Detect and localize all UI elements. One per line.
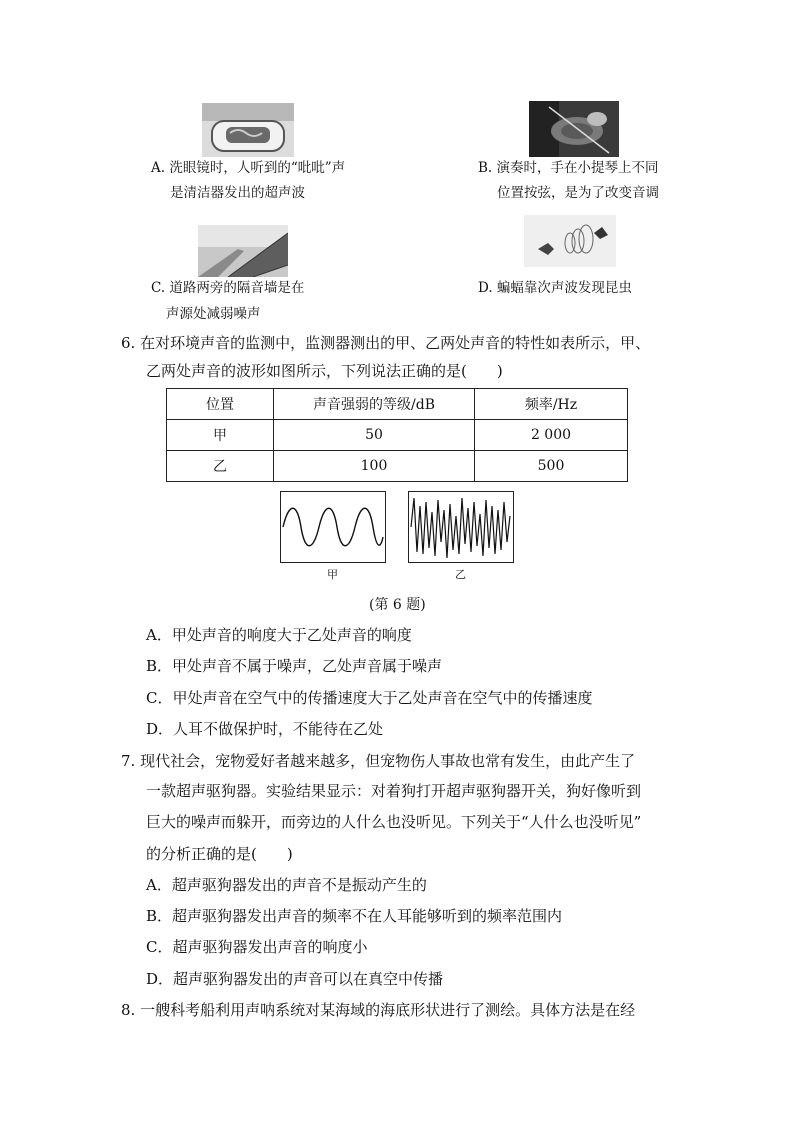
q7-line1: 7. 现代社会，宠物爱好者越来越多，但宠物伤人事故也常有发生，由此产生了 [121, 752, 636, 770]
q6-option-d: D．人耳不做保护时，不能待在乙处 [146, 720, 384, 738]
q7-option-d: D．超声驱狗器发出的声音可以在真空中传播 [146, 970, 444, 988]
q7-line2: 一款超声驱狗器。实验结果显示：对着狗打开超声驱狗器开关，狗好像听到 [146, 782, 642, 800]
table-header-cell: 声音强弱的等级/dB [274, 389, 475, 420]
table-row [167, 420, 628, 451]
waveform-jia-label: 甲 [327, 568, 338, 581]
table-cell: 50 [274, 420, 475, 451]
table-cell: 500 [475, 451, 628, 482]
waveform-yi-label: 乙 [455, 568, 466, 581]
table-cell: 乙 [167, 451, 274, 482]
table-header-cell: 频率/Hz [475, 389, 628, 420]
q6-option-c: C．甲处声音在空气中的传播速度大于乙处声音在空气中的传播速度 [146, 689, 593, 707]
sound-barrier-photo [198, 225, 288, 277]
q6-line2: 乙两处声音的波形如图所示，下列说法正确的是( ) [146, 362, 503, 380]
table-header-row [167, 389, 628, 420]
q7-line4: 的分析正确的是( ) [146, 845, 293, 863]
q6-option-a: A．甲处声音的响度大于乙处声音的响度 [146, 626, 412, 644]
table-row [167, 451, 628, 482]
table-cell: 100 [274, 451, 475, 482]
q6-option-b: B．甲处声音不属于噪声，乙处声音属于噪声 [146, 657, 443, 675]
option-a-line1: A. 洗眼镜时，人听到的“吡吡”声 [151, 160, 346, 176]
violin-photo [529, 101, 619, 157]
bat-echolocation-photo [524, 215, 616, 267]
figure-caption: (第 6 题) [369, 597, 426, 613]
sound-data-table [166, 388, 628, 482]
q7-option-b: B．超声驱狗器发出声音的频率不在人耳能够听到的频率范围内 [146, 907, 563, 925]
option-c-line1: C. 道路两旁的隔音墙是在 [151, 280, 305, 296]
waveform-jia [280, 491, 386, 563]
option-b-line2: 位置按弦，是为了改变音调 [497, 185, 659, 201]
ultrasonic-cleaner-photo [202, 103, 294, 157]
option-b-line1: B. 演奏时，手在小提琴上不同 [478, 160, 659, 176]
option-a-line2: 是清洁器发出的超声波 [170, 185, 305, 201]
q7-line3: 巨大的噪声而躲开，而旁边的人什么也没听见。下列关于“人什么也没听见” [146, 813, 642, 831]
table-header-cell: 位置 [167, 389, 274, 420]
option-d-line1: D. 蝙蝠靠次声波发现昆虫 [478, 280, 632, 296]
table-cell: 2 000 [475, 420, 628, 451]
table-cell: 甲 [167, 420, 274, 451]
q7-option-a: A．超声驱狗器发出的声音不是振动产生的 [146, 876, 427, 894]
waveform-yi [408, 491, 514, 563]
q8-line1: 8. 一艘科考船利用声呐系统对某海域的海底形状进行了测绘。具体方法是在经 [121, 1001, 636, 1019]
q7-option-c: C．超声驱狗器发出声音的响度小 [146, 938, 368, 956]
option-c-line2: 声源处减弱噪声 [166, 306, 261, 322]
q6-line1: 6. 在对环境声音的监测中，监测器测出的甲、乙两处声音的特性如表所示，甲、 [121, 334, 651, 352]
